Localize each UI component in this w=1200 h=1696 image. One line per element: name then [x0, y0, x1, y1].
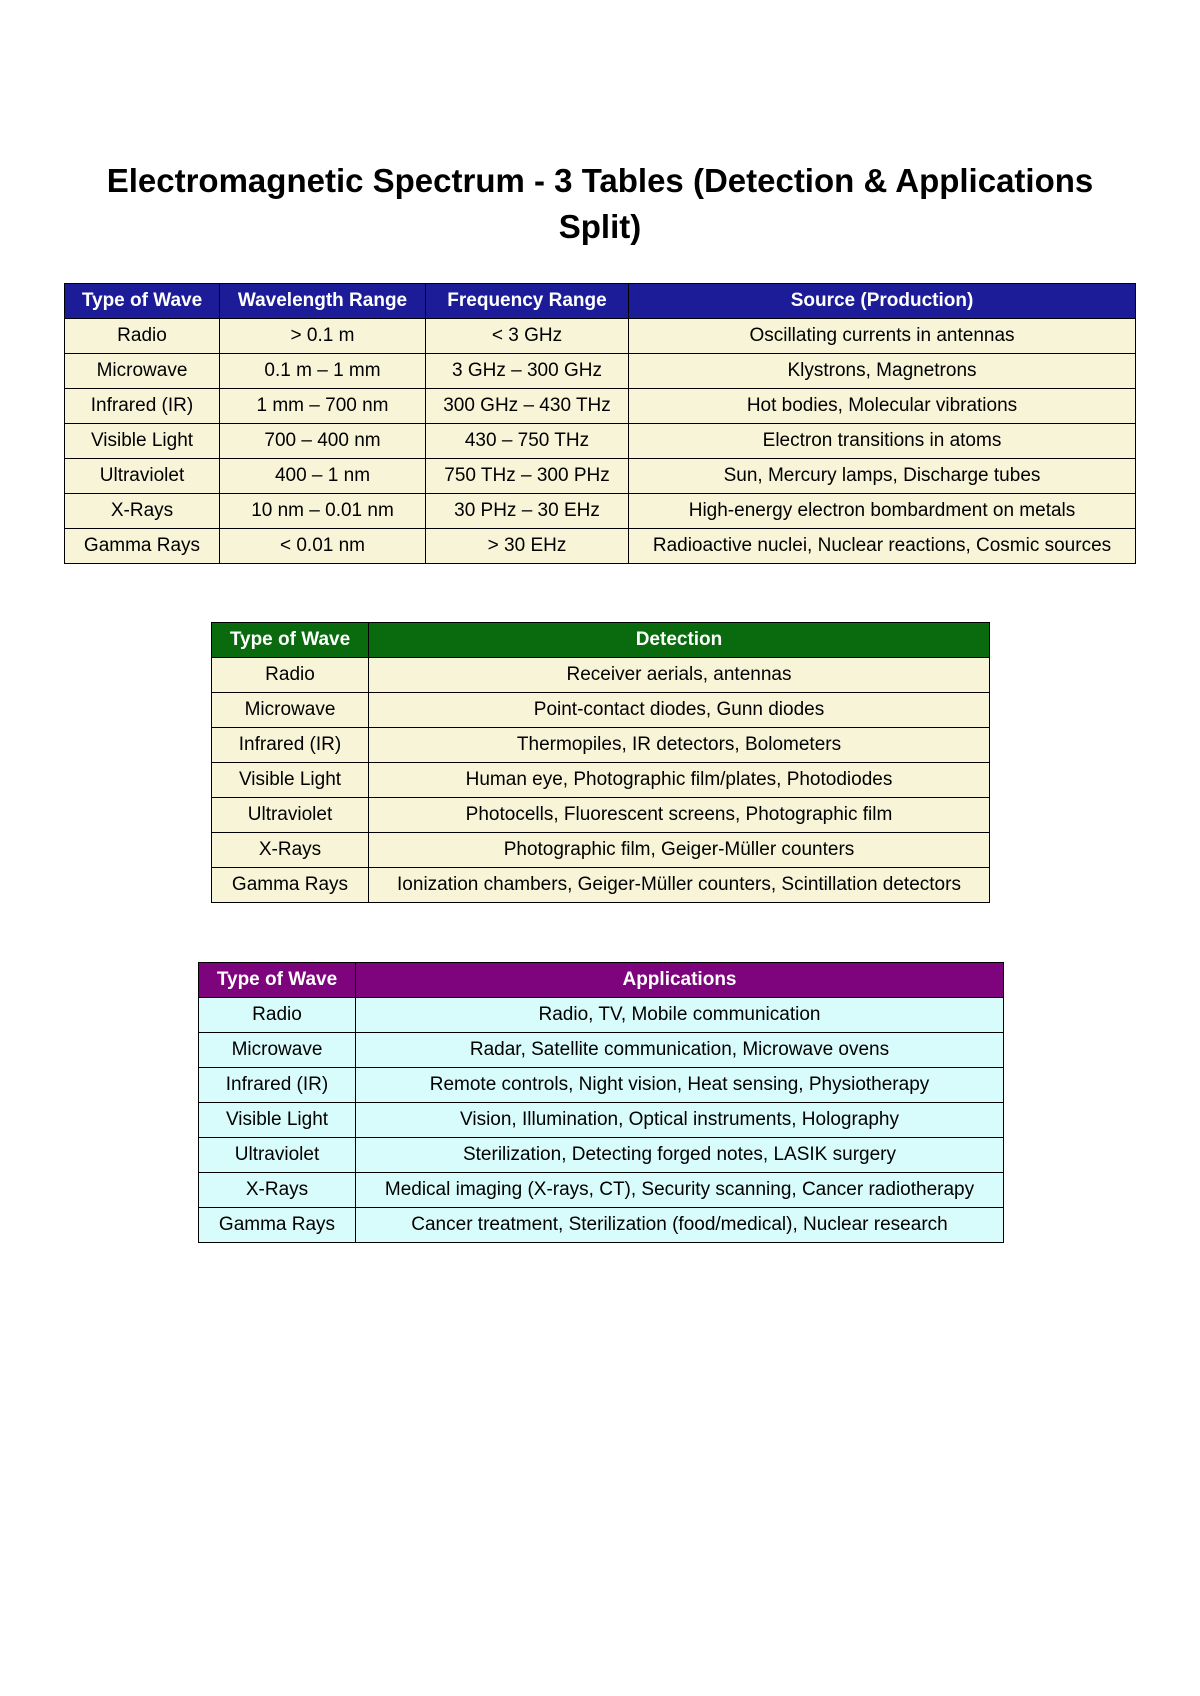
cell-source: High-energy electron bombardment on metals: [629, 494, 1136, 529]
table-header-row: [65, 284, 1136, 319]
cell-wave-type: Visible Light: [199, 1103, 356, 1138]
table-row: [65, 459, 1136, 494]
cell-wavelength: 400 – 1 nm: [220, 459, 426, 494]
page-title: Electromagnetic Spectrum - 3 Tables (Detection & Applications Split): [106, 162, 1094, 245]
header-source-production: Source (Production): [629, 284, 1136, 319]
production-table: [64, 283, 1136, 564]
cell-wavelength: 10 nm – 0.01 nm: [220, 494, 426, 529]
cell-wave-type: Microwave: [65, 354, 220, 389]
header-type-of-wave: Type of Wave: [65, 284, 220, 319]
cell-source: Electron transitions in atoms: [629, 424, 1136, 459]
table-row: [65, 319, 1136, 354]
cell-wave-type: Radio: [65, 319, 220, 354]
cell-wavelength: < 0.01 nm: [220, 529, 426, 564]
cell-applications: Vision, Illumination, Optical instruments, Holography: [356, 1103, 1004, 1138]
table-header-row: [212, 623, 990, 658]
header-wavelength-range: Wavelength Range: [220, 284, 426, 319]
cell-frequency: < 3 GHz: [426, 319, 629, 354]
cell-applications: Radio, TV, Mobile communication: [356, 998, 1004, 1033]
table-row: [212, 658, 990, 693]
cell-frequency: 3 GHz – 300 GHz: [426, 354, 629, 389]
header-detection: Detection: [369, 623, 990, 658]
cell-wave-type: Visible Light: [65, 424, 220, 459]
table-row: [199, 1033, 1004, 1068]
cell-wave-type: Gamma Rays: [199, 1208, 356, 1243]
cell-detection: Thermopiles, IR detectors, Bolometers: [369, 728, 990, 763]
cell-wavelength: 700 – 400 nm: [220, 424, 426, 459]
cell-applications: Sterilization, Detecting forged notes, LASIK surgery: [356, 1138, 1004, 1173]
cell-wave-type: Gamma Rays: [65, 529, 220, 564]
header-type-of-wave: Type of Wave: [199, 963, 356, 998]
table-row: [199, 1138, 1004, 1173]
cell-applications: Medical imaging (X-rays, CT), Security scanning, Cancer radiotherapy: [356, 1173, 1004, 1208]
table-row: [65, 424, 1136, 459]
cell-wave-type: X-Rays: [65, 494, 220, 529]
cell-wavelength: 0.1 m – 1 mm: [220, 354, 426, 389]
cell-wave-type: Infrared (IR): [199, 1068, 356, 1103]
cell-wave-type: Ultraviolet: [199, 1138, 356, 1173]
cell-wave-type: Visible Light: [212, 763, 369, 798]
table-row: [65, 389, 1136, 424]
table-row: [212, 833, 990, 868]
table-row: [199, 1208, 1004, 1243]
table-row: [199, 1103, 1004, 1138]
cell-wave-type: Microwave: [199, 1033, 356, 1068]
cell-wave-type: Ultraviolet: [212, 798, 369, 833]
applications-table: [198, 962, 1004, 1243]
cell-wave-type: Microwave: [212, 693, 369, 728]
table-header-row: [199, 963, 1004, 998]
cell-frequency: 30 PHz – 30 EHz: [426, 494, 629, 529]
table-row: [65, 494, 1136, 529]
table-row: [212, 798, 990, 833]
cell-frequency: 430 – 750 THz: [426, 424, 629, 459]
cell-detection: Photocells, Fluorescent screens, Photographic film: [369, 798, 990, 833]
cell-applications: Radar, Satellite communication, Microwave ovens: [356, 1033, 1004, 1068]
cell-wave-type: X-Rays: [212, 833, 369, 868]
cell-detection: Point-contact diodes, Gunn diodes: [369, 693, 990, 728]
cell-applications: Cancer treatment, Sterilization (food/medical), Nuclear research: [356, 1208, 1004, 1243]
header-type-of-wave: Type of Wave: [212, 623, 369, 658]
cell-wave-type: Radio: [212, 658, 369, 693]
cell-frequency: > 30 EHz: [426, 529, 629, 564]
cell-wavelength: 1 mm – 700 nm: [220, 389, 426, 424]
table-row: [212, 728, 990, 763]
cell-wavelength: > 0.1 m: [220, 319, 426, 354]
cell-source: Oscillating currents in antennas: [629, 319, 1136, 354]
table-row: [199, 1173, 1004, 1208]
table-row: [199, 998, 1004, 1033]
table-row: [65, 529, 1136, 564]
table-row: [65, 354, 1136, 389]
cell-detection: Human eye, Photographic film/plates, Photodiodes: [369, 763, 990, 798]
cell-wave-type: X-Rays: [199, 1173, 356, 1208]
table-row: [212, 693, 990, 728]
header-frequency-range: Frequency Range: [426, 284, 629, 319]
cell-detection: Ionization chambers, Geiger-Müller counters, Scintillation detectors: [369, 868, 990, 903]
cell-wave-type: Infrared (IR): [212, 728, 369, 763]
cell-source: Radioactive nuclei, Nuclear reactions, Cosmic sources: [629, 529, 1136, 564]
header-applications: Applications: [356, 963, 1004, 998]
cell-wave-type: Ultraviolet: [65, 459, 220, 494]
cell-detection: Receiver aerials, antennas: [369, 658, 990, 693]
table-row: [212, 763, 990, 798]
cell-source: Hot bodies, Molecular vibrations: [629, 389, 1136, 424]
cell-wave-type: Gamma Rays: [212, 868, 369, 903]
cell-source: Klystrons, Magnetrons: [629, 354, 1136, 389]
detection-table: [211, 622, 990, 903]
cell-wave-type: Infrared (IR): [65, 389, 220, 424]
table-row: [199, 1068, 1004, 1103]
cell-wave-type: Radio: [199, 998, 356, 1033]
cell-detection: Photographic film, Geiger-Müller counters: [369, 833, 990, 868]
cell-frequency: 300 GHz – 430 THz: [426, 389, 629, 424]
table-row: [212, 868, 990, 903]
cell-source: Sun, Mercury lamps, Discharge tubes: [629, 459, 1136, 494]
cell-applications: Remote controls, Night vision, Heat sensing, Physiotherapy: [356, 1068, 1004, 1103]
cell-frequency: 750 THz – 300 PHz: [426, 459, 629, 494]
